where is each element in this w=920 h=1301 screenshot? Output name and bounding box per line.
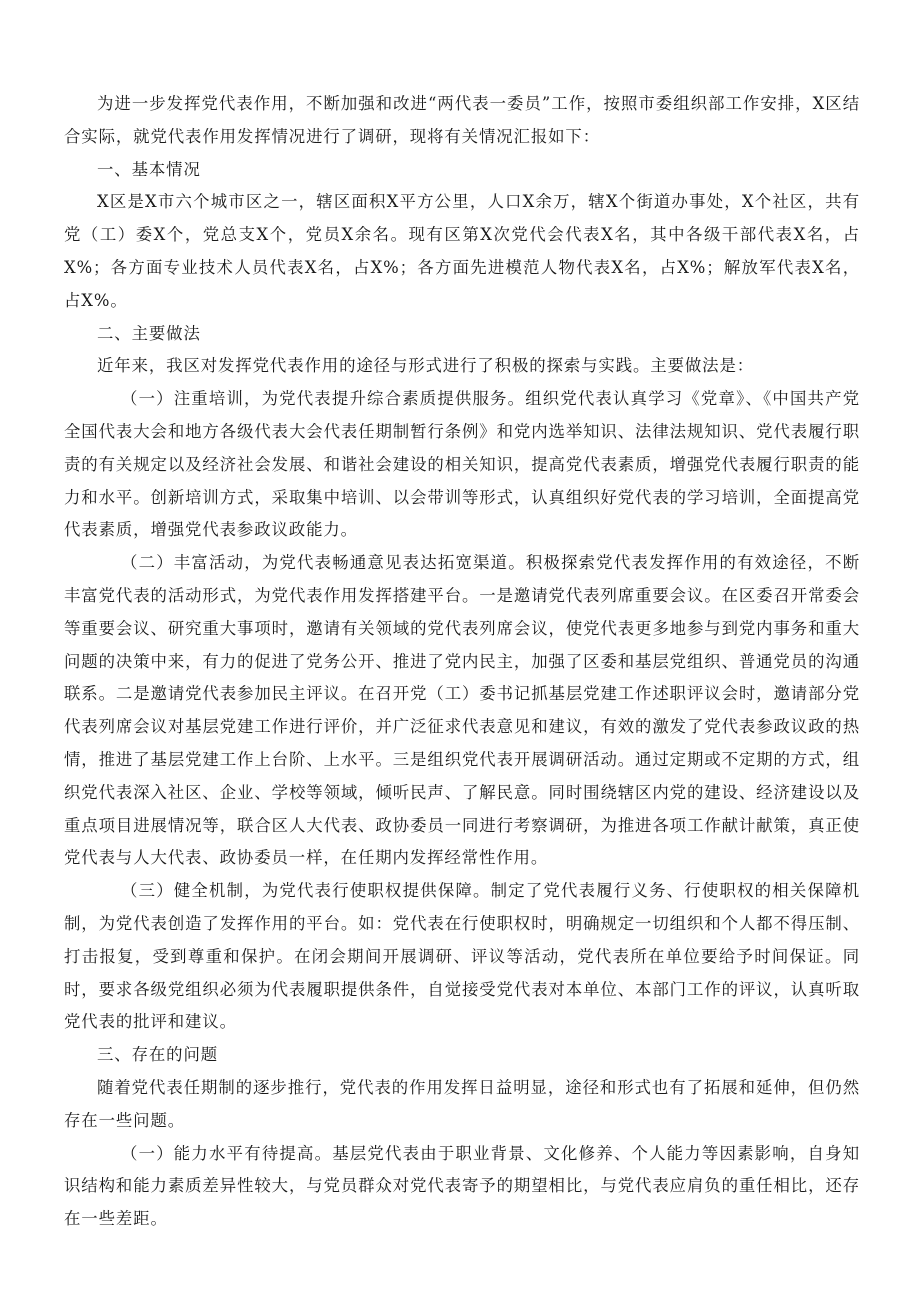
section-heading-main-practices: 二、主要做法 bbox=[97, 323, 201, 343]
section-heading-existing-problems: 三、存在的问题 bbox=[97, 1045, 219, 1065]
main-practices-intro-paragraph: 近年来，我区对发挥党代表作用的途径与形式进行了积极的探索与实践。主要做法是： bbox=[97, 356, 755, 376]
problem-ability-paragraph: （一）能力水平有待提高。基层党代表由于职业背景、文化修养、个人能力等因素影响，自身知识结构和能力素质差异性较大，与党员群众对党代表寄予的期望相比，与党代表应肩负的重任相比，还存在一些差距。 bbox=[64, 1143, 860, 1229]
problems-intro-paragraph: 随着党代表任期制的逐步推行，党代表的作用发挥日益明显，途径和形式也有了拓展和延伸，但仍然存在一些问题。 bbox=[64, 1077, 860, 1130]
intro-paragraph: 为进一步发挥党代表作用，不断加强和改进“两代表一委员”工作，按照市委组织部工作安排，X区结合实际，就党代表作用发挥情况进行了调研，现将有关情况汇报如下： bbox=[64, 94, 860, 146]
basic-situation-paragraph: X区是X市六个城市区之一，辖区面积X平方公里，人口X余万，辖X个街道办事处，X个社区，共有党（工）委X个，党总支X个，党员X余名。现有区第X次党代会代表X名，其中各级干部代表X名，占X%；各方面专业技术人员代表X名，占X%；各方面先进模范人物代表X名，占X%；解放军代表X名，占X%。 bbox=[64, 192, 860, 310]
document-body bbox=[64, 88, 860, 1236]
practice-mechanism-paragraph: （三）健全机制，为党代表行使职权提供保障。制定了党代表履行义务、行使职权的相关保障机制，为党代表创造了发挥作用的平台。如：党代表在行使职权时，明确规定一切组织和个人都不得压制、打击报复，受到尊重和保护。在闭会期间开展调研、评议等活动，党代表所在单位要给予时间保证。同时，要求各级党组织必须为代表履职提供条件，自觉接受党代表对本单位、本部门工作的评议，认真听取党代表的批评和建议。 bbox=[64, 881, 860, 1032]
practice-training-paragraph: （一）注重培训，为党代表提升综合素质提供服务。组织党代表认真学习《党章》、《中国共产党全国代表大会和地方各级代表大会代表任期制暂行条例》和党内选举知识、法律法规知识、党代表履行职责的有关规定以及经济社会发展、和谐社会建设的相关知识，提高党代表素质，增强党代表履行职责的能力和水平。创新培训方式，采取集中培训、以会带训等形式，认真组织好党代表的学习培训，全面提高党代表素质，增强党代表参政议政能力。 bbox=[64, 389, 860, 540]
practice-activities-paragraph: （二）丰富活动，为党代表畅通意见表达拓宽渠道。积极探索党代表发挥作用的有效途径，不断丰富党代表的活动形式，为党代表作用发挥搭建平台。一是邀请党代表列席重要会议。在区委召开常委会等重要会议、研究重大事项时，邀请有关领域的党代表列席会议，使党代表更多地参与到党内事务和重大问题的决策中来，有力的促进了党务公开、推进了党内民主，加强了区委和基层党组织、普通党员的沟通联系。二是邀请党代表参加民主评议。在召开党（工）委书记抓基层党建工作述职评议会时，邀请部分党代表列席会议对基层党建工作进行评价，并广泛征求代表意见和建议，有效的激发了党代表参政议政的热情，推进了基层党建工作上台阶、上水平。三是组织党代表开展调研活动。通过定期或不定期的方式，组织党代表深入社区、企业、学校等领域，倾听民声、了解民意。同时围绕辖区内党的建设、经济建设以及重点项目进展情况等，联合区人大代表、政协委员一同进行考察调研，为推进各项工作献计献策，真正使党代表与人大代表、政协委员一样，在任期内发挥经常性作用。 bbox=[64, 553, 860, 868]
section-heading-basic-situation: 一、基本情况 bbox=[97, 159, 201, 179]
